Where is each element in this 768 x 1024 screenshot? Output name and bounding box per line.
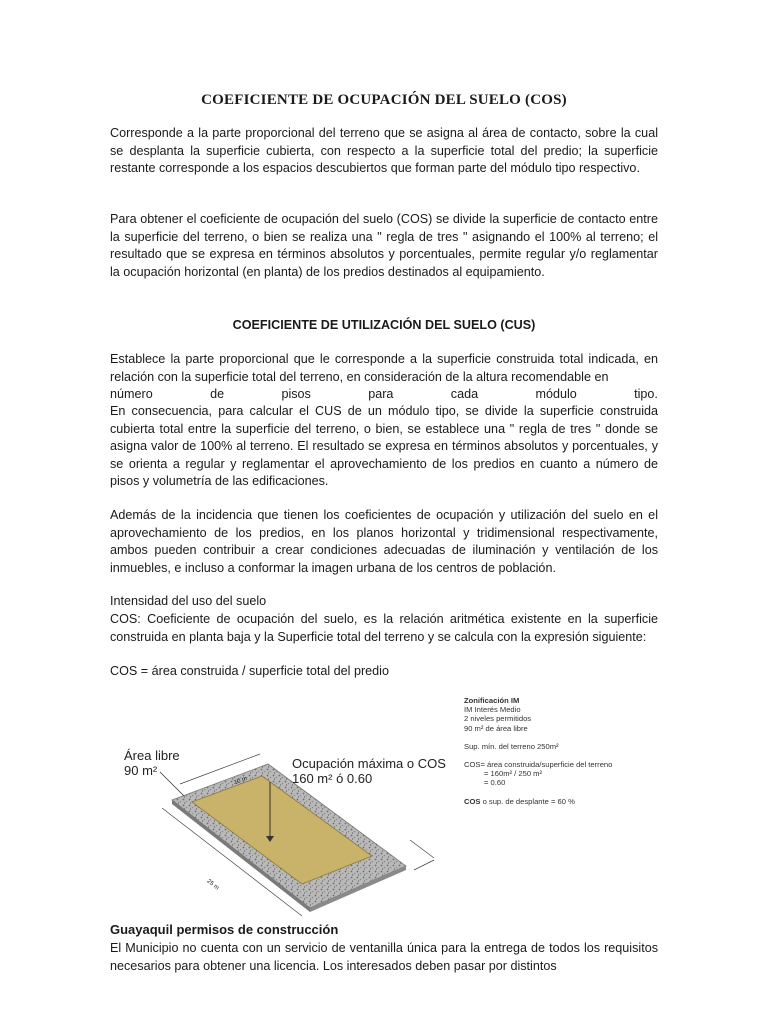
word: para xyxy=(368,387,394,401)
page-title: COEFICIENTE DE OCUPACIÓN DEL SUELO (COS) xyxy=(201,92,567,108)
word: módulo xyxy=(535,387,577,401)
word: de xyxy=(210,387,225,401)
paragraph-cos-definition: Corresponde a la parte proporcional del terreno que se asigna al área de contacto, sobre la cual se desplanta la superficie cubierta, con respecto a la superficie total del predio; la superficie restante corresponde a los espacios descubiertos que forman parte del módulo tipo respectivo. xyxy=(110,126,658,175)
word: número xyxy=(110,387,153,401)
paragraph-cus-line1: Establece la parte proporcional que le corresponde a la superficie construida total indicada, en relación con la superficie total del terreno, en consideración de la altura recomendable en xyxy=(110,352,658,384)
paragraph-cus-rest: En consecuencia, para calcular el CUS de un módulo tipo, se divide la superficie construida cubierta total entre la superficie del terreno, o bien, se establece una " regla de tres " donde se asigna valor de 100% al terreno. El resultado se expresa en términos absolutos y porcentuales, y se orienta a regular y reglamentar el aprovechamiento de los predios en cuanto a número de pisos y volumetría de las edificaciones. xyxy=(110,404,658,488)
dimension-short: 10 m xyxy=(233,775,248,787)
ocupacion-label: Ocupación máxima o COS 160 m² ó 0.60 xyxy=(292,756,446,786)
word: pisos xyxy=(281,387,311,401)
word: cada xyxy=(450,387,479,401)
section-title-cus: COEFICIENTE DE UTILIZACIÓN DEL SUELO (CUS) xyxy=(232,318,536,332)
paragraph-incidence: Además de la incidencia que tienen los coeficientes de ocupación y utilización del suelo en el aprovechamiento de los predios, en los planos horizontal y tridimensional respectivamente, ambos pueden contribuir a crear condiciones adecuadas de iluminación y ventilación de los inmuebles, e incluso a conformar la imagen urbana de los centros de población. xyxy=(110,508,658,575)
paragraph-cus-spread-line xyxy=(110,386,658,404)
zoning-legend: Zonificación IM IM Interés Medio 2 niveles permitidos 90 m² de área libre Sup. mín. del terreno 250m² COS= área construida/superficie del terreno = 160m² / 250 m² = 0.60 COS o sup. de desplante = 60 % xyxy=(464,696,613,806)
paragraph-cos-calculation: Para obtener el coeficiente de ocupación del suelo (COS) se divide la superficie de contacto entre la superficie del terreno, o bien se realiza una " regla de tres " asignando el 100% al terreno; el resultado que se expresa en términos absolutos y porcentuales, permite regular y/o reglamentar la ocupación horizontal (en planta) de los predios destinados al equipamiento. xyxy=(110,212,658,279)
area-libre-label: Área libre 90 m² xyxy=(124,748,180,778)
cos-formula: COS = área construida / superficie total del predio xyxy=(110,664,389,678)
intensity-heading: Intensidad del uso del suelo xyxy=(110,594,267,608)
section-heading-guayaquil: Guayaquil permisos de construcción xyxy=(110,922,339,937)
dimension-long: 25 m xyxy=(205,878,220,892)
cos-illustration xyxy=(110,690,630,930)
paragraph-municipio: El Municipio no cuenta con un servicio de ventanilla única para la entrega de todos los requisitos necesarios para obtener una licencia. Los interesados deben pasar por distintos xyxy=(110,941,658,973)
paragraph-cos-expression: COS: Coeficiente de ocupación del suelo, es la relación aritmética existente en la superficie construida en planta baja y la Superficie total del terreno y se calcula con la expresión siguiente: xyxy=(110,612,658,644)
word: tipo. xyxy=(634,387,658,401)
